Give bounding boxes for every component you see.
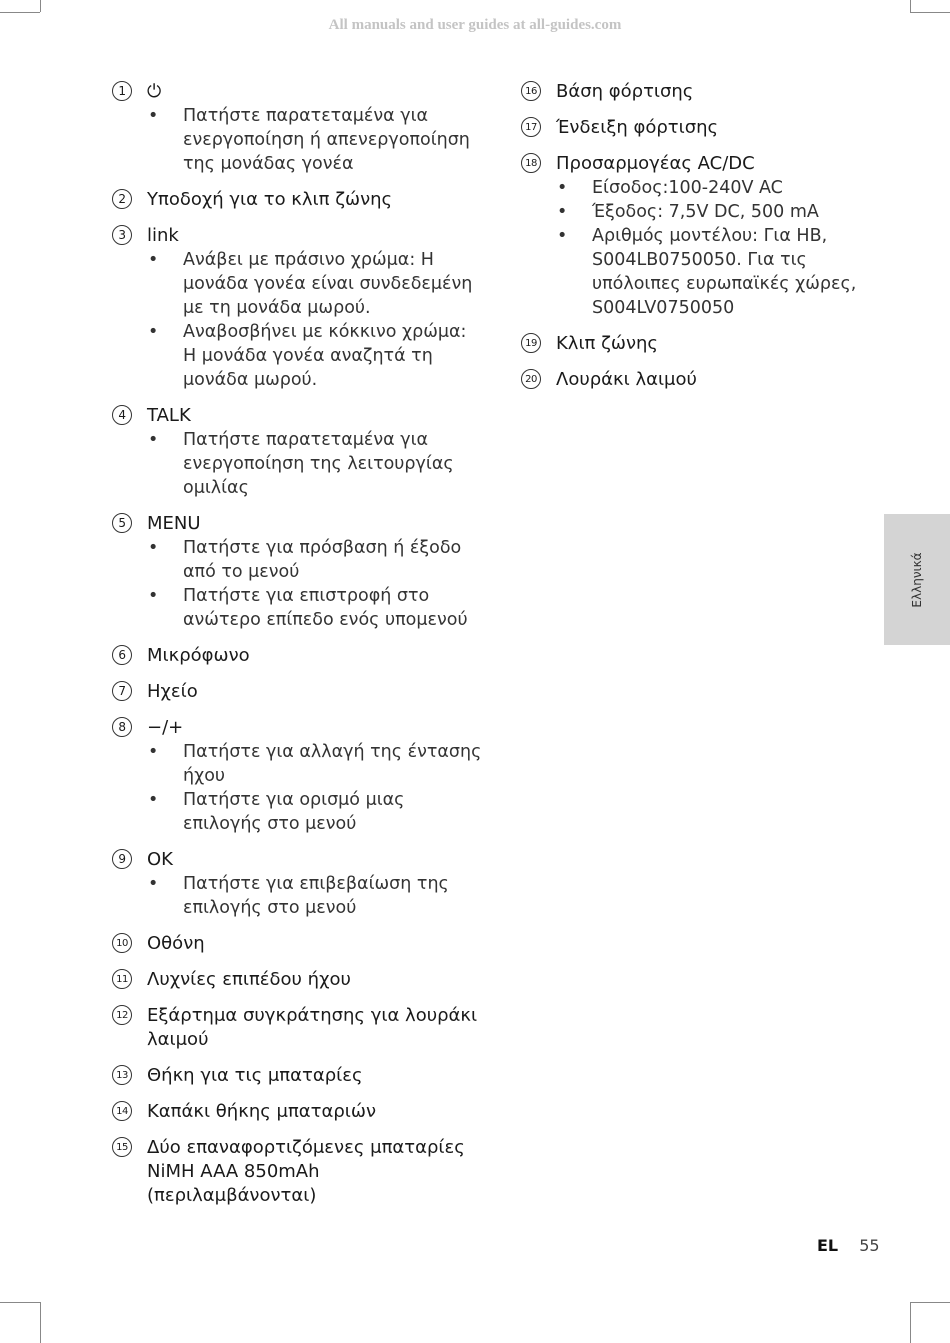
legend-item-heading	[112, 932, 482, 956]
item-title: Λουράκι λαιμού	[556, 369, 697, 390]
bullet-text: Αριθμός μοντέλου: Για ΗΒ, S004LB0750050. Για τις υπόλοιπες ευρωπαϊκές χώρες, S004LV0750050	[592, 226, 857, 318]
item-number-badge: 3	[112, 225, 132, 245]
crop-mark	[910, 1302, 950, 1303]
legend-item-heading	[112, 644, 482, 668]
bullet-dot: •	[148, 790, 159, 810]
legend-item	[521, 80, 861, 104]
legend-item	[112, 80, 482, 176]
item-number-badge: 10	[112, 933, 132, 953]
item-bullet-list	[112, 872, 482, 920]
bullet-text: Πατήστε για αλλαγή της έντασης ήχου	[183, 742, 482, 786]
bullet-item	[557, 224, 861, 320]
legend-item	[521, 116, 861, 140]
bullet-text: Έξοδος: 7,5V DC, 500 mA	[592, 202, 819, 222]
item-number-badge: 4	[112, 405, 132, 425]
bullet-item	[148, 788, 482, 836]
item-title: Προσαρμογέας AC/DC	[556, 153, 755, 174]
footer-language-code: EL	[817, 1236, 839, 1255]
item-title: OK	[147, 849, 173, 870]
crop-mark	[910, 0, 911, 12]
item-number-badge: 11	[112, 969, 132, 989]
bullet-item	[148, 104, 482, 176]
legend-item-heading	[112, 80, 482, 104]
legend-item	[521, 368, 861, 392]
bullet-text: Πατήστε παρατεταμένα για ενεργοποίηση ή απενεργοποίηση της μονάδας γονέα	[183, 106, 470, 174]
legend-item	[112, 1064, 482, 1088]
legend-item	[112, 644, 482, 668]
bullet-item	[148, 536, 482, 584]
crop-mark	[40, 1302, 41, 1343]
item-number-badge: 15	[112, 1137, 132, 1157]
item-number-badge: 2	[112, 189, 132, 209]
crop-mark	[0, 12, 40, 13]
right-column	[521, 80, 861, 404]
legend-item-heading	[112, 848, 482, 872]
item-number-badge: 6	[112, 645, 132, 665]
bullet-text: Πατήστε για ορισμό μιας επιλογής στο μενού	[183, 790, 405, 834]
bullet-dot: •	[148, 106, 159, 126]
legend-item-heading	[521, 80, 861, 104]
item-number-badge: 1	[112, 81, 132, 101]
item-bullet-list	[112, 428, 482, 500]
bullet-item	[148, 872, 482, 920]
legend-item	[112, 716, 482, 836]
bullet-dot: •	[148, 742, 159, 762]
crop-mark	[910, 1302, 911, 1343]
item-title: Θήκη για τις μπαταρίες	[147, 1065, 363, 1086]
item-title: ⏻	[147, 81, 162, 102]
item-number-badge: 8	[112, 717, 132, 737]
legend-item	[112, 188, 482, 212]
item-title: Κλιπ ζώνης	[556, 333, 658, 354]
item-title: TALK	[147, 405, 191, 426]
legend-item-heading	[521, 152, 861, 176]
item-title: MENU	[147, 513, 201, 534]
legend-item-heading	[521, 116, 861, 140]
item-number-badge: 14	[112, 1101, 132, 1121]
item-title: Λυχνίες επιπέδου ήχου	[147, 969, 351, 990]
item-number-badge: 12	[112, 1005, 132, 1025]
legend-item	[112, 1100, 482, 1124]
bullet-dot: •	[148, 322, 159, 342]
language-side-tab	[884, 514, 950, 645]
page-number: 55	[859, 1236, 880, 1255]
bullet-text: Αναβοσβήνει με κόκκινο χρώμα: Η μονάδα γονέα αναζητά τη μονάδα μωρού.	[183, 322, 467, 390]
item-title: Ένδειξη φόρτισης	[556, 117, 719, 138]
legend-item-heading	[112, 224, 482, 248]
legend-item-heading	[521, 332, 861, 356]
item-number-badge: 20	[521, 369, 541, 389]
item-number-badge: 19	[521, 333, 541, 353]
language-side-tab-label: Ελληνικά	[910, 551, 924, 608]
item-bullet-list	[521, 176, 861, 320]
bullet-item	[148, 248, 482, 320]
watermark: All manuals and user guides at all-guides.com	[328, 17, 622, 33]
legend-item	[112, 224, 482, 392]
legend-item-heading	[112, 716, 482, 740]
legend-item-heading	[521, 368, 861, 392]
legend-item-heading	[112, 1136, 482, 1208]
legend-item-heading	[112, 1100, 482, 1124]
item-title: Υποδοχή για το κλιπ ζώνης	[147, 189, 393, 210]
item-title: Μικρόφωνο	[147, 645, 250, 666]
bullet-text: Πατήστε για επιστροφή στο ανώτερο επίπεδο ενός υπομενού	[183, 586, 468, 630]
bullet-text: Πατήστε για επιβεβαίωση της επιλογής στο μενού	[183, 874, 449, 918]
item-number-badge: 9	[112, 849, 132, 869]
item-title: Εξάρτημα συγκράτησης για λουράκι λαιμού	[147, 1005, 478, 1050]
legend-item	[112, 680, 482, 704]
item-number-badge: 16	[521, 81, 541, 101]
item-bullet-list	[112, 248, 482, 392]
page-footer	[817, 1236, 880, 1255]
legend-item	[521, 152, 861, 320]
bullet-item	[148, 740, 482, 788]
bullet-dot: •	[148, 430, 159, 450]
bullet-dot: •	[148, 586, 159, 606]
item-bullet-list	[112, 740, 482, 836]
bullet-dot: •	[148, 874, 159, 894]
legend-item	[112, 932, 482, 956]
bullet-dot: •	[148, 538, 159, 558]
legend-item	[112, 1136, 482, 1208]
item-number-badge: 13	[112, 1065, 132, 1085]
item-title: Καπάκι θήκης μπαταριών	[147, 1101, 377, 1122]
item-bullet-list	[112, 104, 482, 176]
bullet-text: Είσοδος:100-240V AC	[592, 178, 783, 198]
left-column	[112, 80, 482, 1220]
legend-item-heading	[112, 968, 482, 992]
item-title: Οθόνη	[147, 933, 205, 954]
legend-item-heading	[112, 512, 482, 536]
item-title: Δύο επαναφορτιζόμενες μπαταρίες NiMH AAA 850mAh (περιλαμβάνονται)	[147, 1137, 465, 1206]
legend-item	[112, 968, 482, 992]
item-bullet-list	[112, 536, 482, 632]
crop-mark	[40, 0, 41, 12]
item-number-badge: 18	[521, 153, 541, 173]
crop-mark	[0, 1302, 40, 1303]
bullet-item	[148, 320, 482, 392]
bullet-dot: •	[557, 226, 568, 246]
legend-item	[521, 332, 861, 356]
item-title: Ηχείο	[147, 681, 198, 702]
bullet-dot: •	[148, 250, 159, 270]
item-title: −/+	[147, 717, 184, 738]
legend-item	[112, 512, 482, 632]
item-number-badge: 5	[112, 513, 132, 533]
bullet-text: Πατήστε παρατεταμένα για ενεργοποίηση της λειτουργίας ομιλίας	[183, 430, 454, 498]
legend-item-heading	[112, 680, 482, 704]
legend-item	[112, 404, 482, 500]
item-title: link	[147, 225, 179, 246]
item-title: Βάση φόρτισης	[556, 81, 694, 102]
item-number-badge: 7	[112, 681, 132, 701]
bullet-item	[148, 584, 482, 632]
legend-item	[112, 848, 482, 920]
bullet-item	[557, 176, 861, 200]
legend-item-heading	[112, 1064, 482, 1088]
legend-item	[112, 1004, 482, 1052]
item-number-badge: 17	[521, 117, 541, 137]
bullet-text: Πατήστε για πρόσβαση ή έξοδο από το μενού	[183, 538, 462, 582]
bullet-dot: •	[557, 178, 568, 198]
bullet-item	[557, 200, 861, 224]
crop-mark	[910, 12, 950, 13]
legend-item-heading	[112, 1004, 482, 1052]
legend-item-heading	[112, 404, 482, 428]
bullet-text: Ανάβει με πράσινο χρώμα: Η μονάδα γονέα είναι συνδεδεμένη με τη μονάδα μωρού.	[183, 250, 473, 318]
legend-item-heading	[112, 188, 482, 212]
bullet-item	[148, 428, 482, 500]
bullet-dot: •	[557, 202, 568, 222]
